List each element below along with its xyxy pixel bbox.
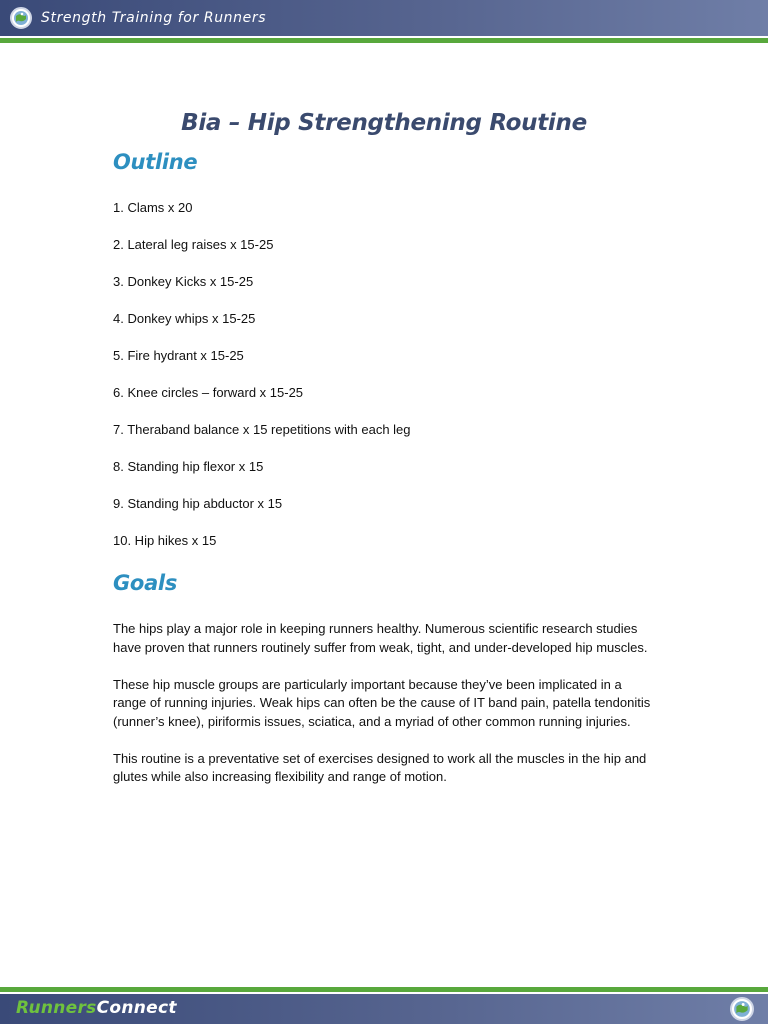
page-footer [0, 994, 768, 1024]
list-item: 3. Donkey Kicks x 15-25 [113, 274, 254, 289]
runner-globe-logo-icon [10, 7, 32, 29]
footer-divider [0, 987, 768, 992]
outline-heading: Outline [113, 150, 198, 174]
header-divider [0, 38, 768, 43]
goals-paragraph: This routine is a preventative set of exercises designed to work all the muscles in the hip and glutes while also increasing flexibility and range of motion. [113, 750, 647, 784]
list-item: 7. Theraband balance x 15 repetitions with each leg [113, 422, 411, 437]
brand-name-part1: Runners [16, 998, 97, 1018]
goals-heading: Goals [113, 571, 178, 595]
page-title: Bia – Hip Strengthening Routine [181, 110, 587, 136]
list-item: 4. Donkey whips x 15-25 [113, 311, 256, 326]
list-item: 10. Hip hikes x 15 [113, 533, 217, 548]
list-item: 5. Fire hydrant x 15-25 [113, 348, 244, 363]
page-header [0, 0, 768, 36]
list-item: 9. Standing hip abductor x 15 [113, 496, 283, 511]
brand-name-part2: Connect [96, 998, 177, 1018]
list-item: 2. Lateral leg raises x 15-25 [113, 237, 274, 252]
goals-paragraph: The hips play a major role in keeping runners healthy. Numerous scientific research studies have proven that runners routinely suffer from weak, tight, and under-developed hip muscles. [113, 621, 648, 655]
goals-paragraph: These hip muscle groups are particularly important because they’ve been implicated in a range of running injuries. Weak hips can often be the cause of IT band pain, patella tendonitis (runner’s knee), piriformis issues, sciatica, and a myriad of other common running injuries. [113, 676, 651, 729]
list-item: 6. Knee circles – forward x 15-25 [113, 385, 304, 400]
brand-logo [16, 998, 177, 1018]
list-item: 8. Standing hip flexor x 15 [113, 459, 264, 474]
outline-list [113, 200, 411, 570]
header-title: Strength Training for Runners [41, 10, 267, 26]
runner-globe-logo-icon [730, 997, 754, 1021]
goals-body [113, 620, 658, 805]
list-item: 1. Clams x 20 [113, 200, 193, 215]
